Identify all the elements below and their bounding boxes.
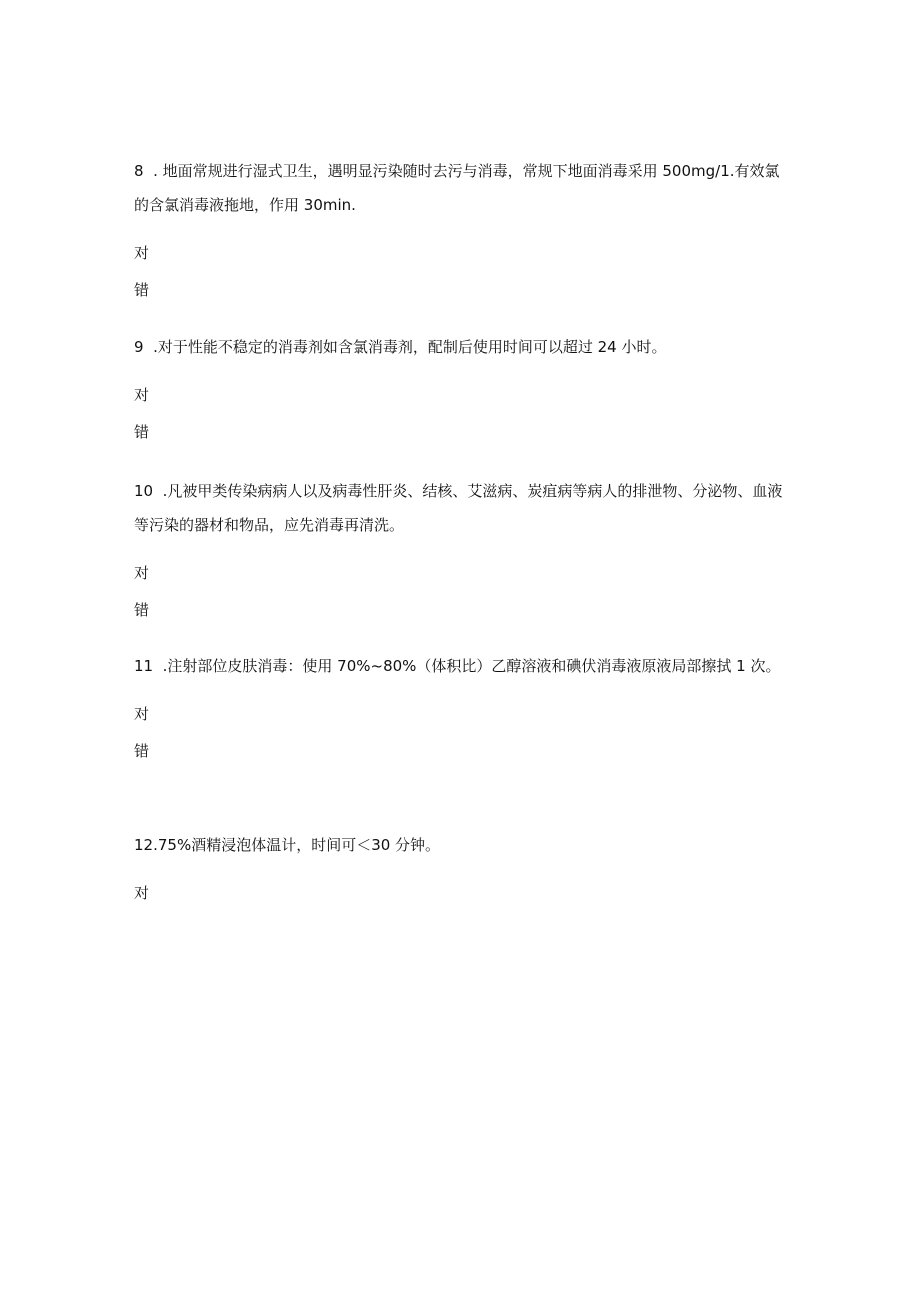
option-true[interactable]: 对 — [134, 564, 150, 582]
option-false[interactable]: 错 — [134, 601, 150, 619]
question-text: 8 . 地面常规进行湿式卫生，遇明显污染随时去污与消毒，常规下地面消毒采用 500mg/1.有效氯的含氯消毒液拖地，作用 30min. — [134, 162, 780, 214]
option-false[interactable]: 错 — [134, 281, 150, 299]
question-11 — [134, 649, 794, 761]
question-8 — [134, 154, 794, 300]
option-true[interactable]: 对 — [134, 386, 150, 404]
option-true[interactable]: 对 — [134, 884, 150, 902]
question-text: 9 .对于性能不稳定的消毒剂如含氯消毒剂，配制后使用时间可以超过 24 小时。 — [134, 338, 667, 356]
option-true[interactable]: 对 — [134, 244, 150, 262]
question-text: 11 .注射部位皮肤消毒：使用 70%~80%（体积比）乙醇溶液和碘伏消毒液原液局部擦拭 1 次。 — [134, 657, 781, 675]
question-text: 10 .凡被甲类传染病病人以及病毒性肝炎、结核、艾滋病、炭疽病等病人的排泄物、分泌物、血液等污染的器材和物品，应先消毒再清洗。 — [134, 482, 783, 534]
option-false[interactable]: 错 — [134, 742, 150, 760]
question-9 — [134, 330, 794, 442]
option-false[interactable]: 错 — [134, 423, 150, 441]
option-true[interactable]: 对 — [134, 705, 150, 723]
question-10 — [134, 474, 794, 620]
question-text: 12.75%酒精浸泡体温计，时间可＜30 分钟。 — [134, 836, 441, 854]
question-12 — [134, 828, 794, 903]
